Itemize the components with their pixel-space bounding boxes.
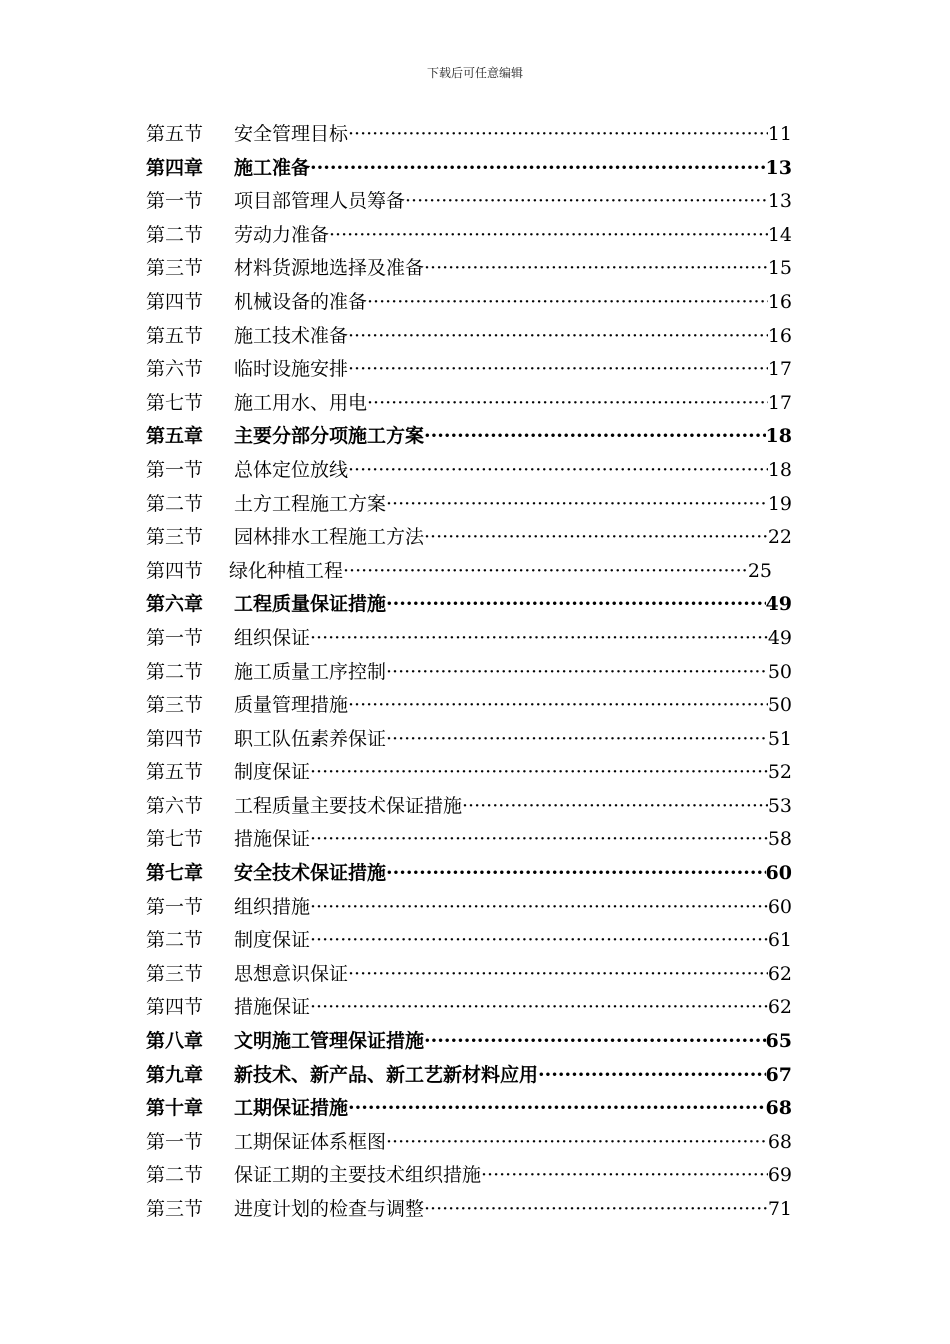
toc-entry-title: 机械设备的准备 [234, 290, 368, 313]
toc-dot-leader [348, 454, 768, 488]
toc-entry-page: 18 [767, 458, 792, 481]
toc-entry-page: 52 [767, 761, 792, 784]
toc-entry-number: 第四节 [146, 559, 204, 582]
toc-dot-leader [462, 790, 768, 824]
toc-section-entry[interactable] [146, 622, 792, 656]
toc-section-entry[interactable] [146, 219, 792, 253]
toc-entry-title: 绿化种植工程 [229, 559, 344, 582]
toc-chapter-entry[interactable] [146, 1092, 792, 1126]
toc-chapter-entry[interactable] [146, 420, 792, 454]
toc-section-entry[interactable] [146, 521, 792, 555]
toc-entry-number: 第五节 [146, 123, 204, 145]
toc-entry-title: 临时设施安排 [234, 358, 349, 381]
toc-entry-title: 保证工期的主要技术组织措施 [234, 1164, 482, 1187]
toc-entry-number: 第九章 [146, 1063, 204, 1086]
toc-entry-title: 组织保证 [234, 626, 311, 649]
toc-section-entry[interactable] [146, 320, 792, 354]
toc-dot-leader [348, 320, 768, 354]
toc-dot-leader [481, 1159, 768, 1193]
toc-entry-number: 第二节 [146, 929, 204, 952]
toc-entry-number: 第三节 [146, 1198, 204, 1220]
toc-dot-leader [329, 219, 768, 253]
toc-entry-number: 第一节 [146, 1130, 204, 1153]
toc-dot-leader [367, 387, 768, 421]
toc-entry-title: 思想意识保证 [234, 962, 349, 985]
toc-dot-leader [405, 185, 768, 219]
toc-dot-leader [310, 823, 768, 857]
toc-dot-leader [310, 891, 768, 925]
toc-entry-title: 工期保证措施 [234, 1097, 349, 1120]
toc-entry-number: 第一节 [146, 626, 204, 649]
toc-entry-number: 第五章 [146, 425, 204, 448]
toc-entry-page: 16 [767, 290, 792, 313]
toc-entry-number: 第六章 [146, 593, 204, 616]
toc-entry-number: 第三节 [146, 694, 204, 717]
toc-dot-leader [367, 286, 768, 320]
toc-section-entry[interactable] [146, 790, 792, 824]
toc-entry-page: 50 [767, 694, 792, 717]
toc-dot-leader [386, 588, 766, 622]
toc-entry-title: 项目部管理人员筹备 [234, 190, 406, 213]
toc-dot-leader [310, 991, 768, 1025]
toc-entry-title: 土方工程施工方案 [234, 492, 387, 515]
toc-entry-title: 新技术、新产品、新工艺新材料应用 [234, 1063, 539, 1086]
toc-entry-page: 15 [767, 257, 792, 280]
toc-entry-number: 第五节 [146, 761, 204, 784]
toc-section-entry[interactable] [146, 185, 792, 219]
table-of-contents [146, 118, 792, 1227]
toc-entry-title: 制度保证 [234, 929, 311, 952]
toc-dot-leader [386, 1126, 768, 1160]
toc-entry-number: 第七章 [146, 862, 204, 885]
toc-entry-page: 58 [767, 828, 792, 851]
toc-entry-number: 第七节 [146, 828, 204, 851]
toc-entry-page: 13 [765, 156, 792, 179]
toc-dot-leader [310, 152, 766, 186]
toc-entry-title: 职工队伍素养保证 [234, 727, 387, 750]
toc-section-entry[interactable] [146, 555, 772, 589]
toc-dot-leader [424, 420, 766, 454]
toc-entry-page: 51 [767, 727, 792, 750]
toc-entry-page: 50 [767, 660, 792, 683]
toc-entry-page: 68 [765, 1097, 792, 1120]
toc-chapter-entry[interactable] [146, 588, 792, 622]
toc-entry-title: 措施保证 [234, 996, 311, 1019]
toc-section-entry[interactable] [146, 353, 792, 387]
toc-entry-number: 第十章 [146, 1097, 204, 1120]
toc-dot-leader [348, 118, 768, 152]
toc-dot-leader [424, 1025, 766, 1059]
toc-entry-number: 第四节 [146, 290, 204, 313]
header-note: 下载后可任意编辑 [426, 66, 523, 80]
toc-entry-title: 工期保证体系框图 [234, 1130, 387, 1153]
toc-entry-title: 总体定位放线 [234, 458, 349, 481]
toc-entry-number: 第八章 [146, 1030, 204, 1053]
toc-entry-title: 安全技术保证措施 [234, 862, 387, 885]
toc-entry-page: 62 [767, 996, 792, 1019]
toc-entry-number: 第四节 [146, 727, 204, 750]
toc-entry-title: 施工技术准备 [234, 324, 349, 347]
toc-entry-number: 第三节 [146, 257, 204, 280]
toc-entry-page: 13 [767, 190, 792, 213]
toc-dot-leader [310, 756, 768, 790]
toc-section-entry[interactable] [146, 387, 792, 421]
toc-section-entry[interactable] [146, 454, 792, 488]
toc-entry-title: 安全管理目标 [234, 123, 349, 145]
toc-entry-number: 第二节 [146, 492, 204, 515]
toc-section-entry[interactable] [146, 958, 792, 992]
toc-entry-title: 施工用水、用电 [234, 391, 368, 414]
toc-dot-leader [343, 555, 748, 589]
toc-section-entry[interactable] [146, 118, 792, 152]
toc-entry-page: 14 [767, 223, 792, 246]
toc-entry-number: 第六节 [146, 794, 204, 817]
toc-dot-leader [310, 622, 768, 656]
toc-dot-leader [424, 521, 768, 555]
toc-entry-title: 文明施工管理保证措施 [234, 1030, 425, 1053]
toc-entry-number: 第七节 [146, 391, 204, 414]
toc-section-entry[interactable] [146, 891, 792, 925]
toc-section-entry[interactable] [146, 488, 792, 522]
toc-entry-title: 材料货源地选择及准备 [234, 257, 425, 280]
toc-entry-title: 措施保证 [234, 828, 311, 851]
toc-dot-leader [386, 656, 768, 690]
toc-entry-number: 第五节 [146, 324, 204, 347]
toc-entry-page: 68 [767, 1130, 792, 1153]
toc-entry-page: 67 [765, 1063, 792, 1086]
toc-entry-page: 16 [767, 324, 792, 347]
toc-entry-title: 组织措施 [234, 895, 311, 918]
toc-entry-page: 25 [747, 559, 772, 582]
toc-entry-page: 22 [767, 526, 792, 549]
toc-chapter-entry[interactable] [146, 1059, 792, 1093]
toc-entry-number: 第二节 [146, 1164, 204, 1187]
toc-section-entry[interactable] [146, 656, 792, 690]
toc-chapter-entry[interactable] [146, 1025, 792, 1059]
toc-entry-page: 62 [767, 962, 792, 985]
toc-section-entry[interactable] [146, 1126, 792, 1160]
toc-section-entry[interactable] [146, 286, 792, 320]
toc-entry-number: 第一节 [146, 458, 204, 481]
toc-dot-leader [538, 1059, 766, 1093]
toc-section-entry[interactable] [146, 756, 792, 790]
toc-chapter-entry[interactable] [146, 152, 792, 186]
toc-entry-page: 49 [767, 626, 792, 649]
toc-entry-title: 工程质量保证措施 [234, 593, 387, 616]
toc-entry-number: 第三节 [146, 962, 204, 985]
toc-entry-page: 61 [767, 929, 792, 952]
toc-entry-page: 11 [767, 123, 792, 145]
toc-section-entry[interactable] [146, 689, 792, 723]
toc-dot-leader [348, 1092, 766, 1126]
toc-entry-title: 主要分部分项施工方案 [234, 425, 425, 448]
toc-entry-title: 进度计划的检查与调整 [234, 1198, 425, 1220]
toc-section-entry[interactable] [146, 1193, 792, 1227]
toc-dot-leader [386, 723, 768, 757]
toc-section-entry[interactable] [146, 924, 792, 958]
toc-entry-number: 第三节 [146, 526, 204, 549]
toc-section-entry[interactable] [146, 1159, 792, 1193]
toc-entry-page: 60 [765, 862, 792, 885]
toc-entry-title: 园林排水工程施工方法 [234, 526, 425, 549]
toc-entry-page: 65 [765, 1030, 792, 1053]
toc-dot-leader [348, 353, 768, 387]
toc-entry-page: 71 [767, 1198, 792, 1220]
toc-section-entry[interactable] [146, 252, 792, 286]
toc-dot-leader [424, 252, 768, 286]
toc-entry-title: 制度保证 [234, 761, 311, 784]
toc-entry-number: 第一节 [146, 190, 204, 213]
toc-section-entry[interactable] [146, 991, 792, 1025]
toc-entry-number: 第二节 [146, 660, 204, 683]
toc-section-entry[interactable] [146, 823, 792, 857]
toc-dot-leader [310, 924, 768, 958]
toc-entry-page: 19 [767, 492, 792, 515]
toc-entry-page: 60 [767, 895, 792, 918]
toc-entry-title: 工程质量主要技术保证措施 [234, 794, 463, 817]
toc-entry-page: 17 [767, 391, 792, 414]
toc-section-entry[interactable] [146, 723, 792, 757]
toc-dot-leader [348, 689, 768, 723]
toc-dot-leader [424, 1193, 768, 1227]
toc-entry-number: 第四节 [146, 996, 204, 1019]
toc-dot-leader [348, 958, 768, 992]
toc-entry-title: 施工质量工序控制 [234, 660, 387, 683]
toc-dot-leader [386, 488, 768, 522]
toc-entry-title: 质量管理措施 [234, 694, 349, 717]
toc-entry-number: 第一节 [146, 895, 204, 918]
toc-entry-page: 49 [765, 593, 792, 616]
toc-entry-number: 第四章 [146, 156, 204, 179]
toc-entry-number: 第六节 [146, 358, 204, 381]
toc-entry-page: 18 [765, 425, 792, 448]
toc-dot-leader [386, 857, 766, 891]
toc-entry-number: 第二节 [146, 223, 204, 246]
toc-entry-page: 69 [767, 1164, 792, 1187]
toc-entry-title: 施工准备 [234, 156, 311, 179]
toc-entry-title: 劳动力准备 [234, 223, 330, 246]
toc-entry-page: 53 [767, 794, 792, 817]
toc-entry-page: 17 [767, 358, 792, 381]
toc-chapter-entry[interactable] [146, 857, 792, 891]
